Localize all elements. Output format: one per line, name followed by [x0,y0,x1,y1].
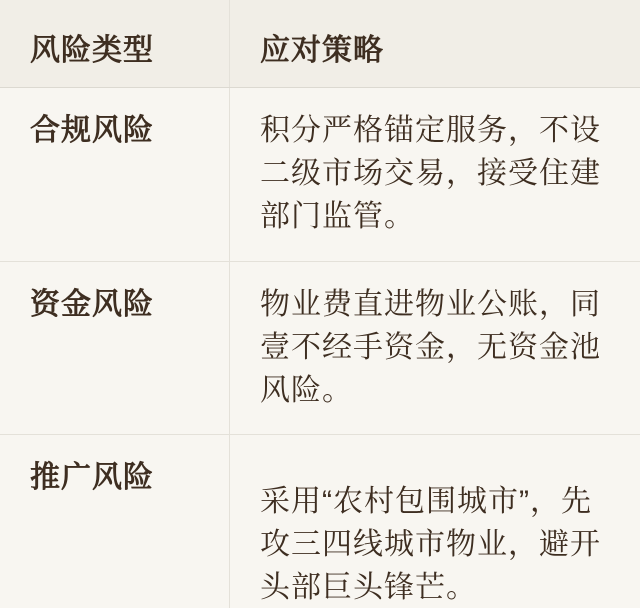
strategy-line: 采用“农村包围城市”，先 [260,485,592,518]
strategy-line: 物业费直进物业公账，同 [260,288,601,321]
table-row-capital-risk [0,262,640,435]
table-row-compliance-risk [0,88,640,262]
strategy-cell [229,262,640,434]
table-row-promotion-risk [0,435,640,608]
risk-type-cell: 合规风险 [30,114,154,147]
strategy-line: 风险。 [260,374,353,407]
strategy-line: 头部巨头锋芒。 [260,571,477,604]
strategy-line: 部门监管。 [260,200,415,233]
table-header-row [0,0,640,88]
strategy-cell [229,88,640,261]
strategy-line: 二级市场交易，接受住建 [260,157,601,190]
risk-type-cell: 推广风险 [30,461,154,494]
risk-type-cell: 资金风险 [30,288,154,321]
strategy-line: 攻三四线城市物业，避开 [260,528,601,561]
column-header-risk-type: 风险类型 [30,33,154,67]
strategy-cell [229,435,640,608]
strategy-line: 壹不经手资金，无资金池 [260,331,601,364]
column-header-strategy: 应对策略 [229,0,640,87]
strategy-line: 积分严格锚定服务，不设 [260,114,601,147]
